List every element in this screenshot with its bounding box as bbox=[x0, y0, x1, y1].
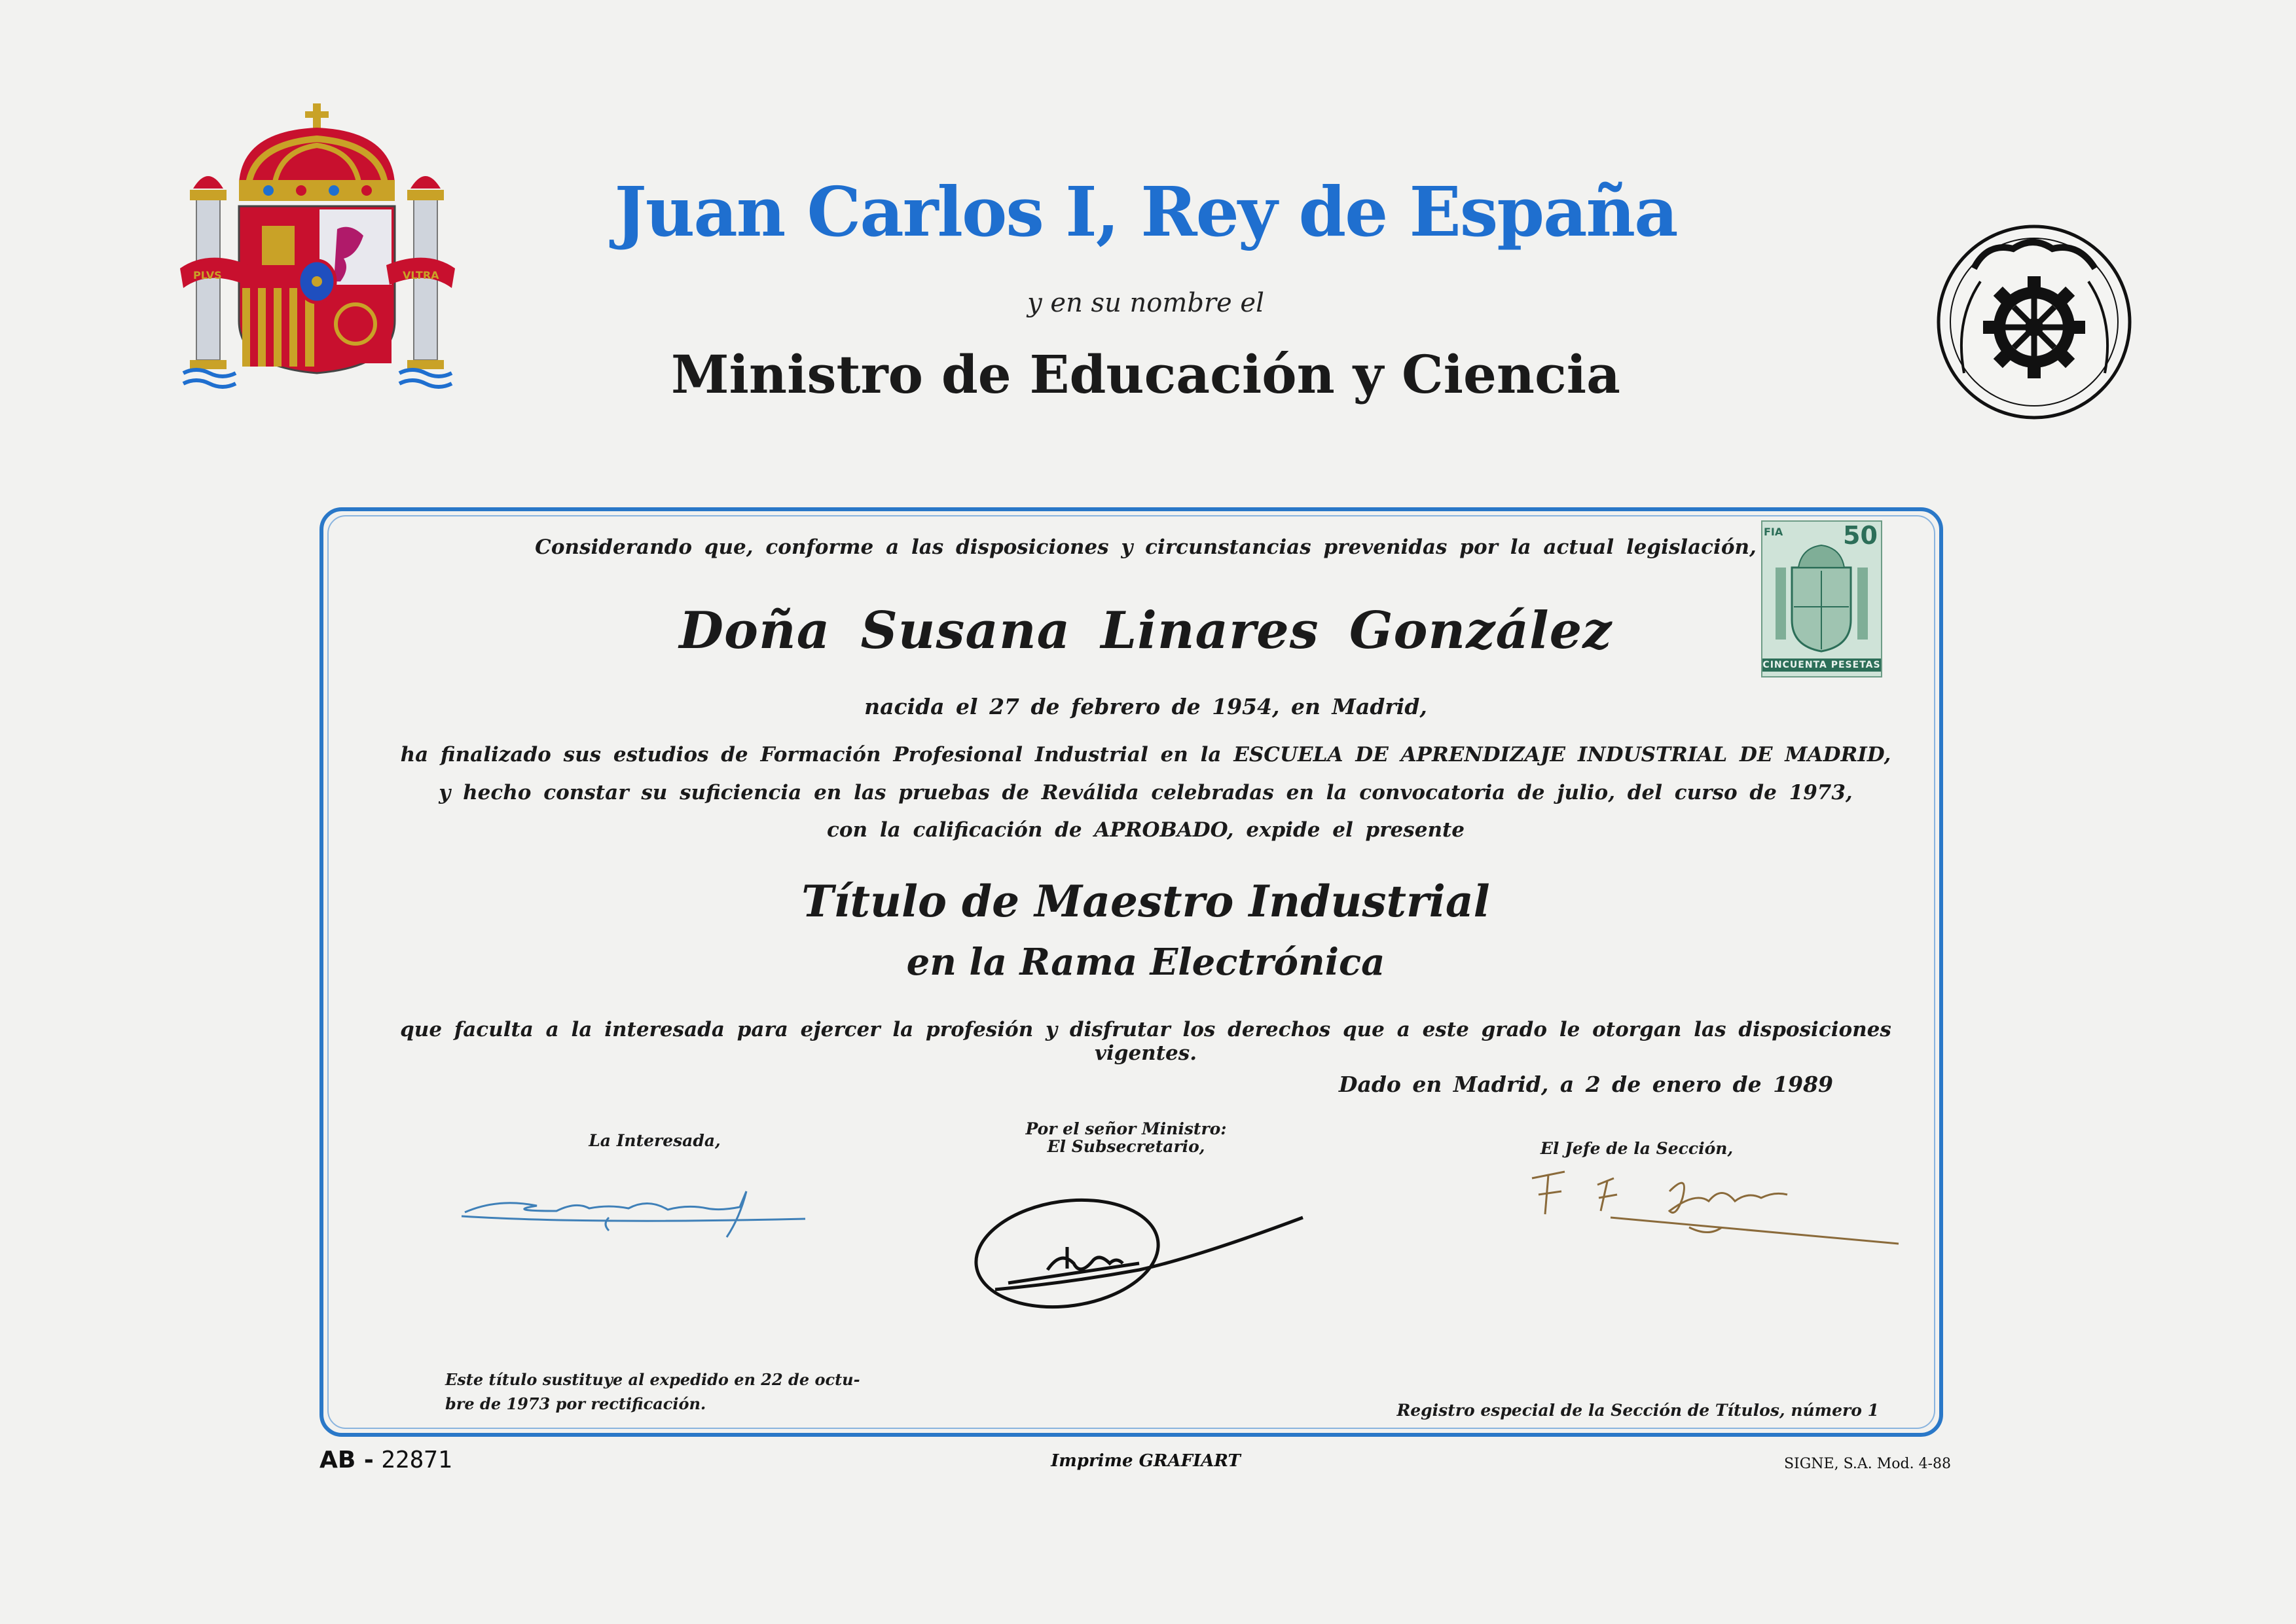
considering-clause: Considerando que, conforme a las disposiciones y circunstancias prevenidas por la actual legislación, bbox=[535, 535, 1757, 559]
svg-text:PLVS: PLVS bbox=[193, 269, 222, 281]
printer-credit: Imprime GRAFIART bbox=[1051, 1451, 1241, 1471]
spain-coat-of-arms-icon bbox=[177, 98, 458, 399]
serial-prefix: AB - bbox=[319, 1447, 374, 1473]
birth-line: nacida el 27 de febrero de 1954, en Madrid, bbox=[864, 694, 1427, 719]
interesada-signature bbox=[458, 1165, 825, 1257]
faculty-clause: que faculta a la interesada para ejercer la profesión y disfrutar los derechos que a este grado le otorgan las disposiciones vigentes. bbox=[400, 1018, 1891, 1065]
jefe-signature bbox=[1525, 1165, 1905, 1250]
svg-text:VLTRA: VLTRA bbox=[403, 269, 439, 281]
stamp-code: FIA bbox=[1764, 526, 1783, 538]
ministry-heading: Ministro de Educación y Ciencia bbox=[670, 344, 1621, 405]
degree-title: Título de Maestro Industrial bbox=[801, 876, 1490, 927]
serial-digits: 22871 bbox=[381, 1447, 452, 1473]
stamp-label: CINCUENTA PESETAS bbox=[1762, 660, 1881, 670]
ministro-label: Por el señor Ministro: bbox=[1025, 1119, 1227, 1138]
studies-line-3: con la calificación de APROBADO, expide el presente bbox=[826, 818, 1465, 842]
serial-number bbox=[319, 1447, 452, 1473]
stamp-value: 50 bbox=[1843, 521, 1878, 550]
subsecretario-signature bbox=[969, 1191, 1309, 1316]
issue-date: Dado en Madrid, a 2 de enero de 1989 bbox=[1338, 1072, 1833, 1097]
rectification-note-line-2: bre de 1973 por rectificación. bbox=[445, 1394, 706, 1413]
studies-line-1: ha finalizado sus estudios de Formación Profesional Industrial en la ESCUELA DE APRENDIZAJE INDUSTRIAL DE MADRID, bbox=[400, 743, 1891, 767]
industrial-gear-seal-icon bbox=[1935, 223, 2134, 422]
registry-note: Registro especial de la Sección de Títulos, número 1 bbox=[1396, 1401, 1879, 1420]
document-subtitle: y en su nombre el bbox=[1027, 288, 1264, 318]
jefe-label: El Jefe de la Sección, bbox=[1540, 1139, 1734, 1158]
rectification-note-line-1: Este título sustituye al expedido en 22 de octu- bbox=[445, 1370, 860, 1389]
studies-line-2: y hecho constar su suficiencia en las pruebas de Reválida celebradas en la convocatoria de julio, del curso de 1973, bbox=[439, 781, 1853, 804]
degree-branch: en la Rama Electrónica bbox=[906, 941, 1385, 984]
interesada-label: La Interesada, bbox=[589, 1131, 721, 1150]
form-code: SIGNE, S.A. Mod. 4-88 bbox=[1783, 1456, 1951, 1472]
subsecretario-label: El Subsecretario, bbox=[1047, 1137, 1205, 1156]
holder-name: Doña Susana Linares González bbox=[679, 601, 1613, 660]
document-title: Juan Carlos I, Rey de España bbox=[614, 171, 1677, 252]
